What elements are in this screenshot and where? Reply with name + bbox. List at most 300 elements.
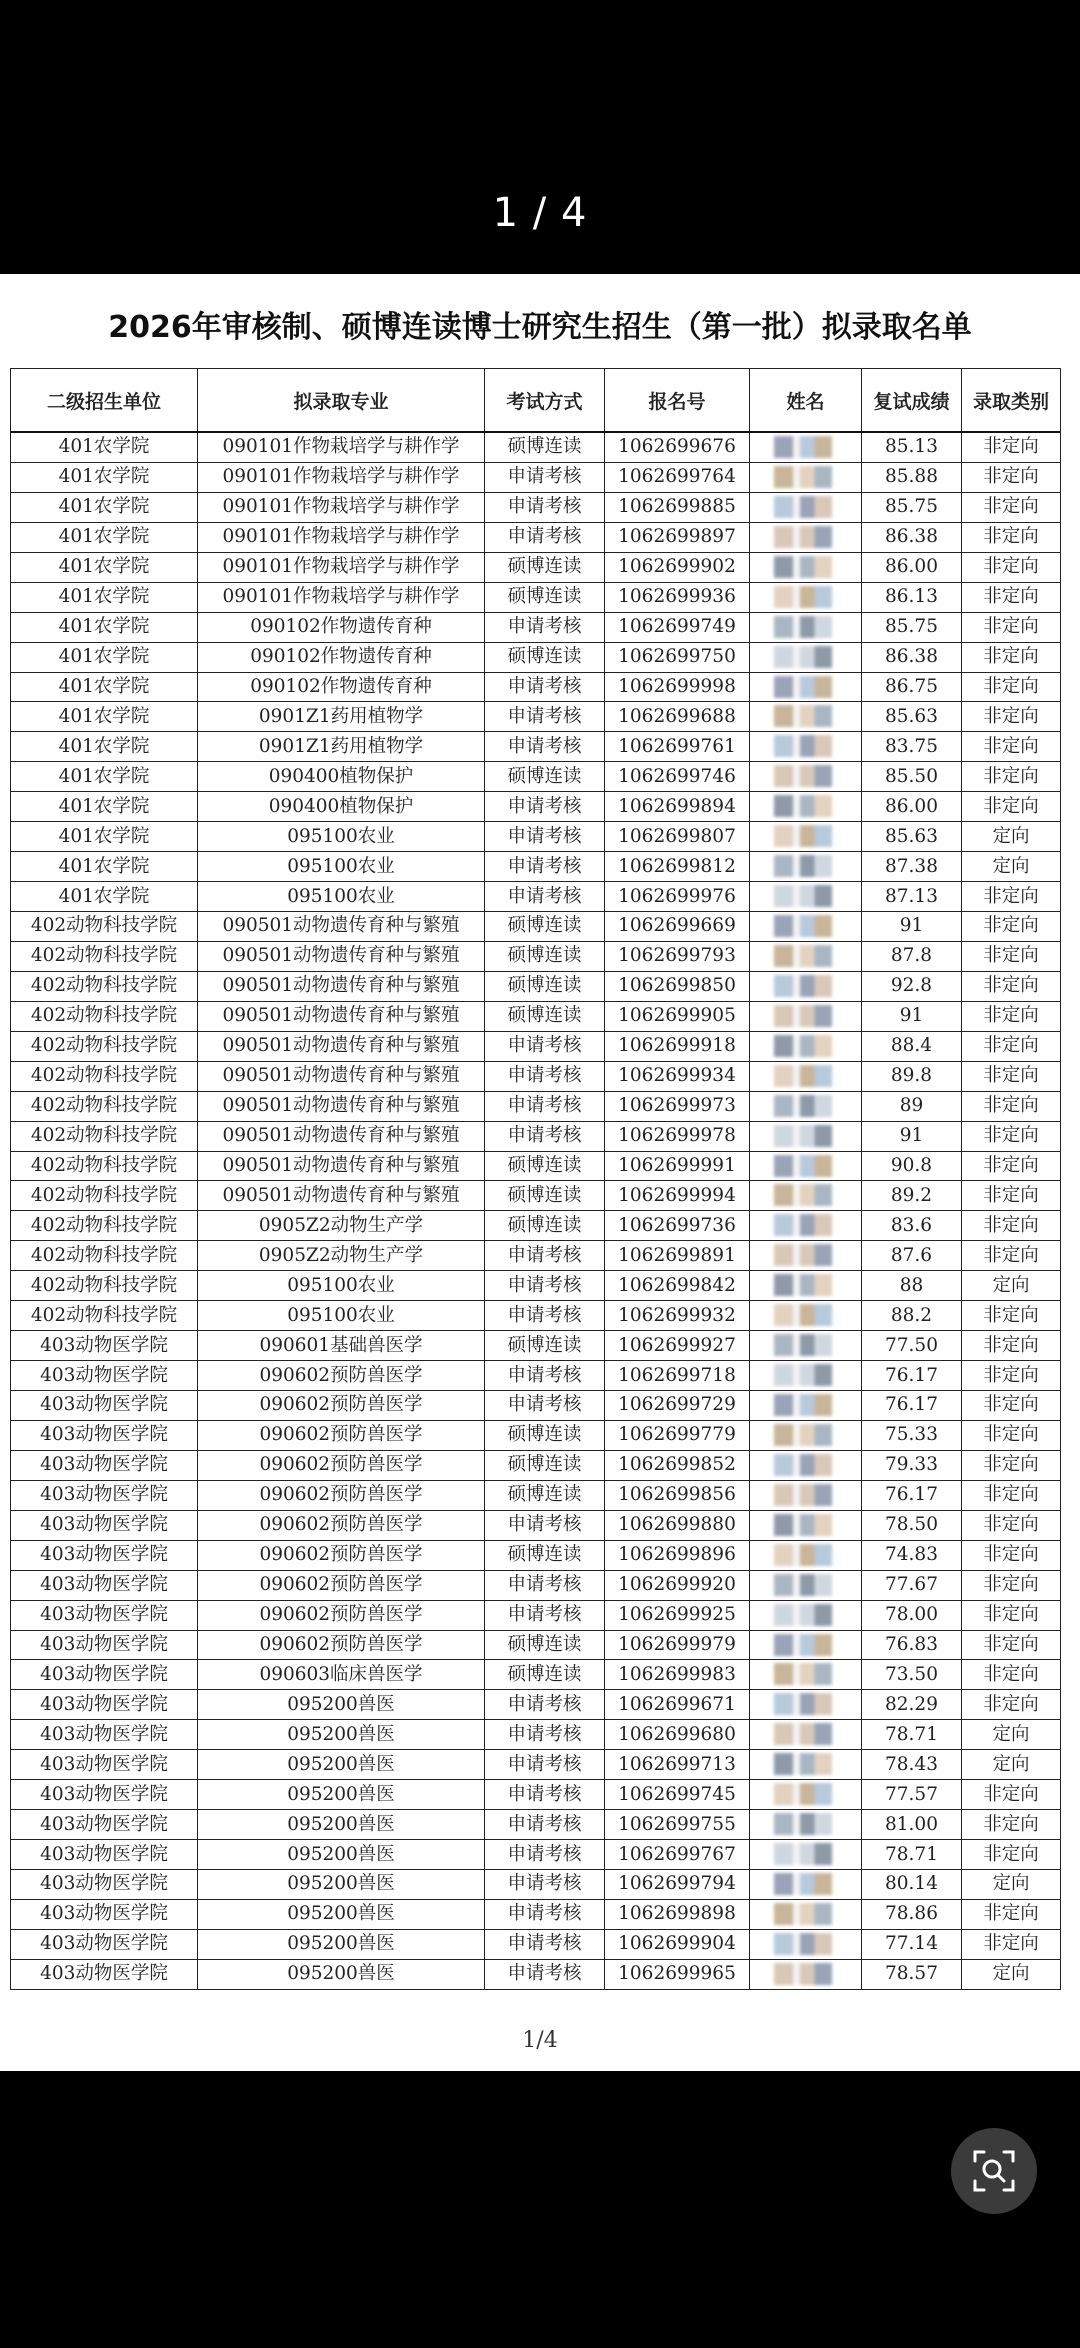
table-row: [11, 1720, 1061, 1750]
cell-major: 090102作物遗传育种: [198, 612, 485, 642]
cell-major: 090501动物遗传育种与繁殖: [198, 1151, 485, 1181]
cell-unit: 403动物医学院: [11, 1840, 198, 1870]
cell-category: 非定向: [962, 552, 1061, 582]
cell-category: 非定向: [962, 912, 1061, 942]
cell-category: 定向: [962, 822, 1061, 852]
mosaic-redaction: [774, 1873, 832, 1895]
cell-unit: 403动物医学院: [11, 1929, 198, 1959]
mosaic-redaction: [774, 1634, 832, 1656]
cell-reg-no: 1062699976: [605, 882, 750, 912]
cell-name-redacted: [750, 1720, 862, 1750]
cell-reg-no: 1062699852: [605, 1450, 750, 1480]
mosaic-redaction: [774, 1963, 832, 1985]
cell-reg-no: 1062699750: [605, 642, 750, 672]
mosaic-redaction: [774, 1813, 832, 1835]
table-row: [11, 1361, 1061, 1391]
cell-major: 090602预防兽医学: [198, 1510, 485, 1540]
cell-exam-type: 硕博连读: [485, 1540, 605, 1570]
cell-name-redacted: [750, 1181, 862, 1211]
cell-exam-type: 硕博连读: [485, 1001, 605, 1031]
cell-major: 095200兽医: [198, 1720, 485, 1750]
cell-exam-type: 申请考核: [485, 702, 605, 732]
cell-score: 87.8: [862, 941, 962, 971]
cell-major: 090602预防兽医学: [198, 1600, 485, 1630]
cell-major: 090101作物栽培学与耕作学: [198, 582, 485, 612]
cell-score: 86.00: [862, 792, 962, 822]
cell-reg-no: 1062699973: [605, 1091, 750, 1121]
cell-major: 090602预防兽医学: [198, 1480, 485, 1510]
cell-reg-no: 1062699761: [605, 732, 750, 762]
cell-name-redacted: [750, 582, 862, 612]
table-row: [11, 1331, 1061, 1361]
cell-category: 非定向: [962, 1630, 1061, 1660]
cell-name-redacted: [750, 1810, 862, 1840]
cell-unit: 402动物科技学院: [11, 1271, 198, 1301]
cell-name-redacted: [750, 941, 862, 971]
table-row: [11, 1810, 1061, 1840]
cell-reg-no: 1062699856: [605, 1480, 750, 1510]
cell-exam-type: 申请考核: [485, 1690, 605, 1720]
cell-score: 85.63: [862, 702, 962, 732]
cell-score: 78.00: [862, 1600, 962, 1630]
mosaic-redaction: [774, 1484, 832, 1506]
cell-score: 89: [862, 1091, 962, 1121]
cell-name-redacted: [750, 822, 862, 852]
cell-unit: 403动物医学院: [11, 1899, 198, 1929]
cell-reg-no: 1062699794: [605, 1870, 750, 1900]
cell-reg-no: 1062699746: [605, 762, 750, 792]
cell-reg-no: 1062699891: [605, 1241, 750, 1271]
cell-major: 095100农业: [198, 1271, 485, 1301]
cell-name-redacted: [750, 1331, 862, 1361]
cell-reg-no: 1062699905: [605, 1001, 750, 1031]
cell-category: 非定向: [962, 612, 1061, 642]
cell-reg-no: 1062699669: [605, 912, 750, 942]
cell-category: 非定向: [962, 1301, 1061, 1331]
cell-score: 75.33: [862, 1420, 962, 1450]
cell-unit: 403动物医学院: [11, 1750, 198, 1780]
cell-major: 090101作物栽培学与耕作学: [198, 492, 485, 522]
mosaic-redaction: [774, 496, 832, 518]
cell-score: 83.6: [862, 1211, 962, 1241]
cell-name-redacted: [750, 492, 862, 522]
cell-exam-type: 申请考核: [485, 522, 605, 552]
cell-category: 非定向: [962, 941, 1061, 971]
cell-name-redacted: [750, 792, 862, 822]
cell-major: 090501动物遗传育种与繁殖: [198, 912, 485, 942]
cell-reg-no: 1062699850: [605, 971, 750, 1001]
table-row: [11, 1091, 1061, 1121]
cell-score: 83.75: [862, 732, 962, 762]
cell-exam-type: 申请考核: [485, 1929, 605, 1959]
cell-unit: 402动物科技学院: [11, 1301, 198, 1331]
mosaic-redaction: [774, 1903, 832, 1925]
cell-category: 非定向: [962, 582, 1061, 612]
cell-score: 91: [862, 1121, 962, 1151]
table-row: [11, 552, 1061, 582]
cell-exam-type: 申请考核: [485, 1899, 605, 1929]
table-row: [11, 702, 1061, 732]
cell-name-redacted: [750, 1241, 862, 1271]
cell-name-redacted: [750, 1121, 862, 1151]
column-header-reg-no: 报名号: [605, 369, 750, 433]
table-row: [11, 1211, 1061, 1241]
cell-name-redacted: [750, 1570, 862, 1600]
cell-reg-no: 1062699842: [605, 1271, 750, 1301]
column-header-category: 录取类别: [962, 369, 1061, 433]
cell-unit: 401农学院: [11, 612, 198, 642]
cell-name-redacted: [750, 1600, 862, 1630]
scan-search-icon: [971, 2148, 1017, 2194]
cell-score: 76.17: [862, 1391, 962, 1421]
cell-exam-type: 硕博连读: [485, 582, 605, 612]
cell-category: 定向: [962, 1870, 1061, 1900]
cell-reg-no: 1062699991: [605, 1151, 750, 1181]
cell-reg-no: 1062699807: [605, 822, 750, 852]
cell-name-redacted: [750, 702, 862, 732]
mosaic-redaction: [774, 586, 832, 608]
mosaic-redaction: [774, 1753, 832, 1775]
cell-exam-type: 申请考核: [485, 852, 605, 882]
table-row: [11, 1660, 1061, 1690]
cell-category: 非定向: [962, 1241, 1061, 1271]
cell-category: 非定向: [962, 1420, 1061, 1450]
cell-score: 92.8: [862, 971, 962, 1001]
cell-score: 87.38: [862, 852, 962, 882]
mosaic-redaction: [774, 1065, 832, 1087]
cell-category: 非定向: [962, 1510, 1061, 1540]
admission-table: [10, 368, 1061, 1990]
cell-exam-type: 硕博连读: [485, 1660, 605, 1690]
cell-score: 91: [862, 1001, 962, 1031]
cell-major: 090602预防兽医学: [198, 1570, 485, 1600]
table-row: [11, 1301, 1061, 1331]
mosaic-redaction: [774, 526, 832, 548]
table-row: [11, 1121, 1061, 1151]
cell-name-redacted: [750, 912, 862, 942]
cell-exam-type: 硕博连读: [485, 1420, 605, 1450]
cell-reg-no: 1062699994: [605, 1181, 750, 1211]
cell-major: 095200兽医: [198, 1899, 485, 1929]
cell-reg-no: 1062699927: [605, 1331, 750, 1361]
page-footer-number: 1/4: [522, 2028, 558, 2053]
cell-unit: 401农学院: [11, 702, 198, 732]
cell-major: 095100农业: [198, 852, 485, 882]
cell-score: 76.17: [862, 1480, 962, 1510]
cell-major: 095200兽医: [198, 1840, 485, 1870]
table-row: [11, 882, 1061, 912]
mosaic-redaction: [774, 616, 832, 638]
cell-major: 090501动物遗传育种与繁殖: [198, 1031, 485, 1061]
cell-name-redacted: [750, 852, 862, 882]
cell-major: 095100农业: [198, 822, 485, 852]
table-row: [11, 1929, 1061, 1959]
table-row: [11, 1420, 1061, 1450]
cell-unit: 401农学院: [11, 552, 198, 582]
mosaic-redaction: [774, 1214, 832, 1236]
cell-exam-type: 硕博连读: [485, 432, 605, 462]
table-row: [11, 1510, 1061, 1540]
cell-reg-no: 1062699897: [605, 522, 750, 552]
cell-exam-type: 申请考核: [485, 822, 605, 852]
cell-category: 非定向: [962, 1211, 1061, 1241]
cell-reg-no: 1062699904: [605, 1929, 750, 1959]
cell-category: 非定向: [962, 522, 1061, 552]
table-row: [11, 941, 1061, 971]
cell-exam-type: 申请考核: [485, 1870, 605, 1900]
cell-unit: 401农学院: [11, 492, 198, 522]
table-row: [11, 1690, 1061, 1720]
cell-score: 88.2: [862, 1301, 962, 1331]
cell-name-redacted: [750, 1450, 862, 1480]
cell-name-redacted: [750, 882, 862, 912]
cell-category: 非定向: [962, 1151, 1061, 1181]
cell-reg-no: 1062699767: [605, 1840, 750, 1870]
cell-unit: 402动物科技学院: [11, 1031, 198, 1061]
cell-name-redacted: [750, 612, 862, 642]
cell-major: 090501动物遗传育种与繁殖: [198, 971, 485, 1001]
mosaic-redaction: [774, 1035, 832, 1057]
cell-category: 非定向: [962, 762, 1061, 792]
mosaic-redaction: [774, 1604, 832, 1626]
cell-exam-type: 申请考核: [485, 1600, 605, 1630]
cell-unit: 401农学院: [11, 822, 198, 852]
cell-exam-type: 申请考核: [485, 1271, 605, 1301]
cell-reg-no: 1062699671: [605, 1690, 750, 1720]
cell-score: 86.38: [862, 642, 962, 672]
cell-category: 非定向: [962, 732, 1061, 762]
mosaic-redaction: [774, 1304, 832, 1326]
cell-unit: 402动物科技学院: [11, 941, 198, 971]
cell-category: 非定向: [962, 1331, 1061, 1361]
mosaic-redaction: [774, 915, 832, 937]
cell-exam-type: 申请考核: [485, 1391, 605, 1421]
cell-exam-type: 硕博连读: [485, 1211, 605, 1241]
table-row: [11, 1780, 1061, 1810]
cell-name-redacted: [750, 1151, 862, 1181]
cell-unit: 402动物科技学院: [11, 1151, 198, 1181]
cell-major: 095200兽医: [198, 1929, 485, 1959]
cell-name-redacted: [750, 1091, 862, 1121]
table-row: [11, 672, 1061, 702]
table-row: [11, 852, 1061, 882]
table-row: [11, 1450, 1061, 1480]
cell-major: 090501动物遗传育种与繁殖: [198, 1061, 485, 1091]
cell-score: 87.6: [862, 1241, 962, 1271]
mosaic-redaction: [774, 1274, 832, 1296]
cell-major: 090501动物遗传育种与繁殖: [198, 941, 485, 971]
cell-score: 91: [862, 912, 962, 942]
cell-unit: 403动物医学院: [11, 1540, 198, 1570]
cell-category: 非定向: [962, 1810, 1061, 1840]
mosaic-redaction: [774, 735, 832, 757]
cell-exam-type: 申请考核: [485, 672, 605, 702]
cell-exam-type: 申请考核: [485, 1091, 605, 1121]
cell-exam-type: 硕博连读: [485, 642, 605, 672]
cell-name-redacted: [750, 552, 862, 582]
mosaic-redaction: [774, 795, 832, 817]
column-header-score: 复试成绩: [862, 369, 962, 433]
cell-reg-no: 1062699880: [605, 1510, 750, 1540]
cell-category: 定向: [962, 1750, 1061, 1780]
cell-major: 0901Z1药用植物学: [198, 732, 485, 762]
mosaic-redaction: [774, 705, 832, 727]
cell-score: 88: [862, 1271, 962, 1301]
cell-reg-no: 1062699779: [605, 1420, 750, 1450]
mosaic-redaction: [774, 945, 832, 967]
cell-unit: 403动物医学院: [11, 1870, 198, 1900]
table-row: [11, 1480, 1061, 1510]
mosaic-redaction: [774, 1514, 832, 1536]
cell-unit: 402动物科技学院: [11, 1001, 198, 1031]
cell-major: 090102作物遗传育种: [198, 672, 485, 702]
cell-score: 86.00: [862, 552, 962, 582]
cell-unit: 403动物医学院: [11, 1480, 198, 1510]
mosaic-redaction: [774, 1723, 832, 1745]
cell-unit: 403动物医学院: [11, 1510, 198, 1540]
table-row: [11, 1391, 1061, 1421]
cell-reg-no: 1062699998: [605, 672, 750, 702]
cell-reg-no: 1062699793: [605, 941, 750, 971]
cell-unit: 403动物医学院: [11, 1630, 198, 1660]
mosaic-redaction: [774, 1155, 832, 1177]
cell-reg-no: 1062699979: [605, 1630, 750, 1660]
mosaic-redaction: [774, 975, 832, 997]
mosaic-redaction: [774, 1783, 832, 1805]
cell-unit: 403动物医学院: [11, 1720, 198, 1750]
cell-exam-type: 申请考核: [485, 1510, 605, 1540]
cell-score: 85.50: [862, 762, 962, 792]
table-header-row: [11, 369, 1061, 433]
cell-unit: 403动物医学院: [11, 1570, 198, 1600]
document-page[interactable]: [0, 274, 1080, 2071]
table-row: [11, 1540, 1061, 1570]
cell-score: 86.13: [862, 582, 962, 612]
cell-category: 定向: [962, 1720, 1061, 1750]
cell-category: 非定向: [962, 672, 1061, 702]
cell-category: 非定向: [962, 1600, 1061, 1630]
mosaic-redaction: [774, 1125, 832, 1147]
cell-exam-type: 申请考核: [485, 1810, 605, 1840]
cell-category: 非定向: [962, 462, 1061, 492]
cell-exam-type: 硕博连读: [485, 1480, 605, 1510]
cell-reg-no: 1062699755: [605, 1810, 750, 1840]
cell-major: 090101作物栽培学与耕作学: [198, 462, 485, 492]
cell-category: 非定向: [962, 1480, 1061, 1510]
cell-unit: 403动物医学院: [11, 1660, 198, 1690]
cell-reg-no: 1062699896: [605, 1540, 750, 1570]
cell-name-redacted: [750, 1750, 862, 1780]
table-row: [11, 792, 1061, 822]
cell-exam-type: 申请考核: [485, 612, 605, 642]
cell-name-redacted: [750, 762, 862, 792]
mosaic-redaction: [774, 1843, 832, 1865]
cell-name-redacted: [750, 1540, 862, 1570]
cell-exam-type: 申请考核: [485, 462, 605, 492]
table-row: [11, 971, 1061, 1001]
cell-category: 非定向: [962, 1780, 1061, 1810]
cell-score: 76.17: [862, 1361, 962, 1391]
cell-score: 90.8: [862, 1151, 962, 1181]
column-header-major: 拟录取专业: [198, 369, 485, 433]
cell-score: 74.83: [862, 1540, 962, 1570]
cell-exam-type: 申请考核: [485, 882, 605, 912]
cell-name-redacted: [750, 522, 862, 552]
cell-major: 095200兽医: [198, 1750, 485, 1780]
cell-major: 090602预防兽医学: [198, 1630, 485, 1660]
mosaic-redaction: [774, 885, 832, 907]
mosaic-redaction: [774, 1693, 832, 1715]
cell-major: 095200兽医: [198, 1959, 485, 1989]
cell-major: 090603临床兽医学: [198, 1660, 485, 1690]
cell-name-redacted: [750, 462, 862, 492]
table-row: [11, 582, 1061, 612]
cell-exam-type: 申请考核: [485, 1720, 605, 1750]
cell-major: 090101作物栽培学与耕作学: [198, 522, 485, 552]
cell-exam-type: 硕博连读: [485, 912, 605, 942]
cell-score: 73.50: [862, 1660, 962, 1690]
cell-reg-no: 1062699680: [605, 1720, 750, 1750]
cell-category: 非定向: [962, 1121, 1061, 1151]
table-row: [11, 462, 1061, 492]
table-row: [11, 432, 1061, 462]
cell-category: 非定向: [962, 642, 1061, 672]
cell-exam-type: 硕博连读: [485, 1630, 605, 1660]
cell-unit: 402动物科技学院: [11, 1241, 198, 1271]
cell-reg-no: 1062699902: [605, 552, 750, 582]
table-row: [11, 912, 1061, 942]
document-title: 2026年审核制、硕博连读博士研究生招生（第一批）拟录取名单: [108, 310, 972, 345]
mosaic-redaction: [774, 825, 832, 847]
cell-name-redacted: [750, 971, 862, 1001]
cell-category: 非定向: [962, 1929, 1061, 1959]
mosaic-redaction: [774, 1244, 832, 1266]
cell-category: 非定向: [962, 1570, 1061, 1600]
cell-exam-type: 申请考核: [485, 1061, 605, 1091]
cell-name-redacted: [750, 1061, 862, 1091]
cell-category: 非定向: [962, 1899, 1061, 1929]
mosaic-redaction: [774, 556, 832, 578]
cell-unit: 401农学院: [11, 432, 198, 462]
cell-major: 095200兽医: [198, 1690, 485, 1720]
cell-exam-type: 申请考核: [485, 1241, 605, 1271]
cell-category: 定向: [962, 1271, 1061, 1301]
cell-category: 非定向: [962, 971, 1061, 1001]
table-row: [11, 1031, 1061, 1061]
cell-unit: 402动物科技学院: [11, 971, 198, 1001]
cell-name-redacted: [750, 1420, 862, 1450]
cell-name-redacted: [750, 1870, 862, 1900]
cell-category: 非定向: [962, 1450, 1061, 1480]
cell-major: 090602预防兽医学: [198, 1361, 485, 1391]
table-row: [11, 1600, 1061, 1630]
cell-score: 89.8: [862, 1061, 962, 1091]
cell-unit: 403动物医学院: [11, 1331, 198, 1361]
cell-unit: 402动物科技学院: [11, 1121, 198, 1151]
cell-major: 090101作物栽培学与耕作学: [198, 552, 485, 582]
cell-unit: 403动物医学院: [11, 1810, 198, 1840]
cell-major: 0905Z2动物生产学: [198, 1241, 485, 1271]
cell-score: 80.14: [862, 1870, 962, 1900]
cell-reg-no: 1062699918: [605, 1031, 750, 1061]
mosaic-redaction: [774, 1424, 832, 1446]
cell-reg-no: 1062699749: [605, 612, 750, 642]
lens-search-button[interactable]: [951, 2128, 1037, 2214]
cell-name-redacted: [750, 1690, 862, 1720]
column-header-exam-type: 考试方式: [485, 369, 605, 433]
cell-score: 86.38: [862, 522, 962, 552]
cell-category: 非定向: [962, 1660, 1061, 1690]
